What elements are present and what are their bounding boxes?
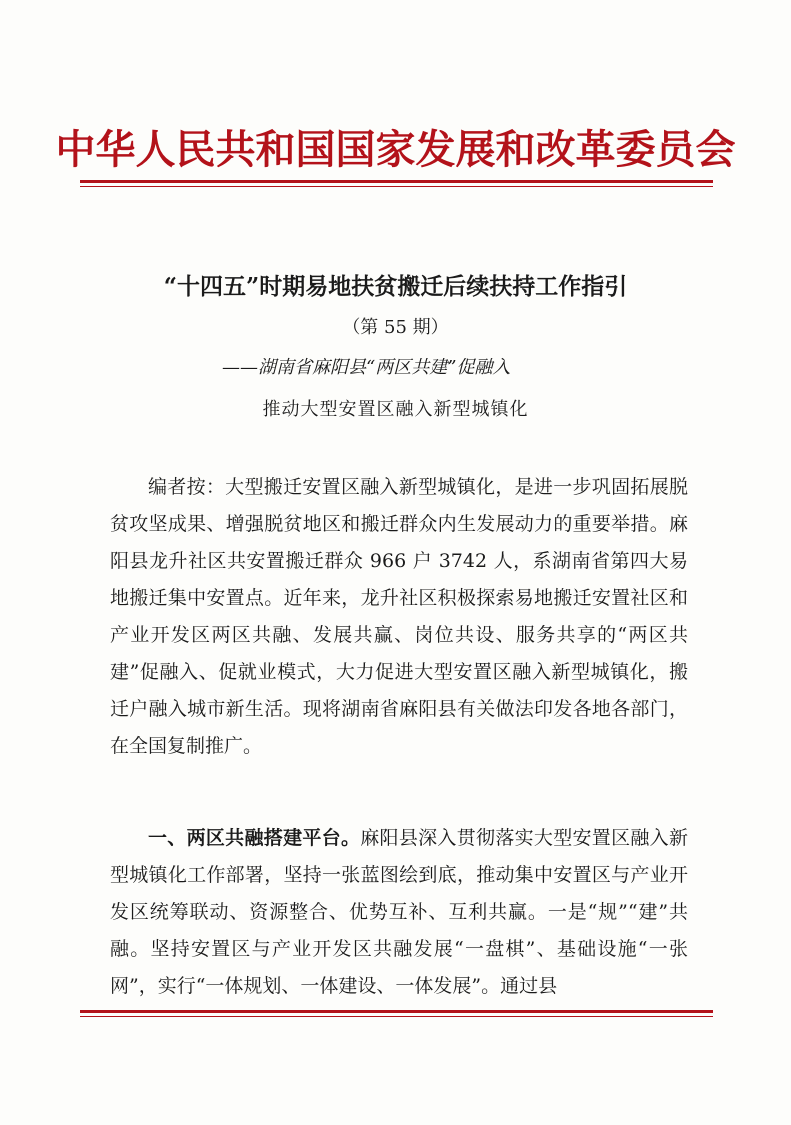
subtitle-line-1: ——湖南省麻阳县“两区共建”促融入: [222, 357, 511, 378]
section-1-paragraph: [110, 820, 688, 1005]
letterhead: 中华人民共和国国家发展和改革委员会: [55, 126, 736, 173]
footer-rule: [80, 1010, 713, 1017]
section-1-text: 麻阳县深入贯彻落实大型安置区融入新型城镇化工作部署，坚持一张蓝图绘到底，推动集中安置区与产业开发区统筹联动、资源整合、优势互补、互利共赢。一是“规”“建”共融。坚持安置区与产业开发区共融发展“一盘棋”、基础设施“一张网”，实行“一体规划、一体建设、一体发展”。通过县: [110, 827, 688, 997]
editor-note: [110, 469, 688, 765]
section-1: [110, 820, 688, 1005]
subtitle-line-2: 推动大型安置区融入新型城镇化: [262, 399, 529, 420]
issue-number: （第 55 期）: [342, 317, 449, 338]
document-title: “十四五”时期易地扶贫搬迁后续扶持工作指引: [163, 273, 628, 300]
editor-note-text: 编者按：大型搬迁安置区融入新型城镇化，是进一步巩固拓展脱贫攻坚成果、增强脱贫地区和搬迁群众内生发展动力的重要举措。麻阳县龙升社区共安置搬迁群众 966 户 3742 人，系湖南省第四大易地搬迁集中安置点。近年来，龙升社区积极探索易地搬迁安置社区和产业开发区两区共融、发展共赢、岗位共设、服务共享的“两区共建”促融入、促就业模式，大力促进大型安置区融入新型城镇化，搬迁户融入城市新生活。现将湖南省麻阳县有关做法印发各地各部门，在全国复制推广。: [110, 476, 688, 757]
section-1-heading: 一、两区共融搭建平台。: [148, 827, 361, 849]
letterhead-rule: [80, 180, 713, 187]
